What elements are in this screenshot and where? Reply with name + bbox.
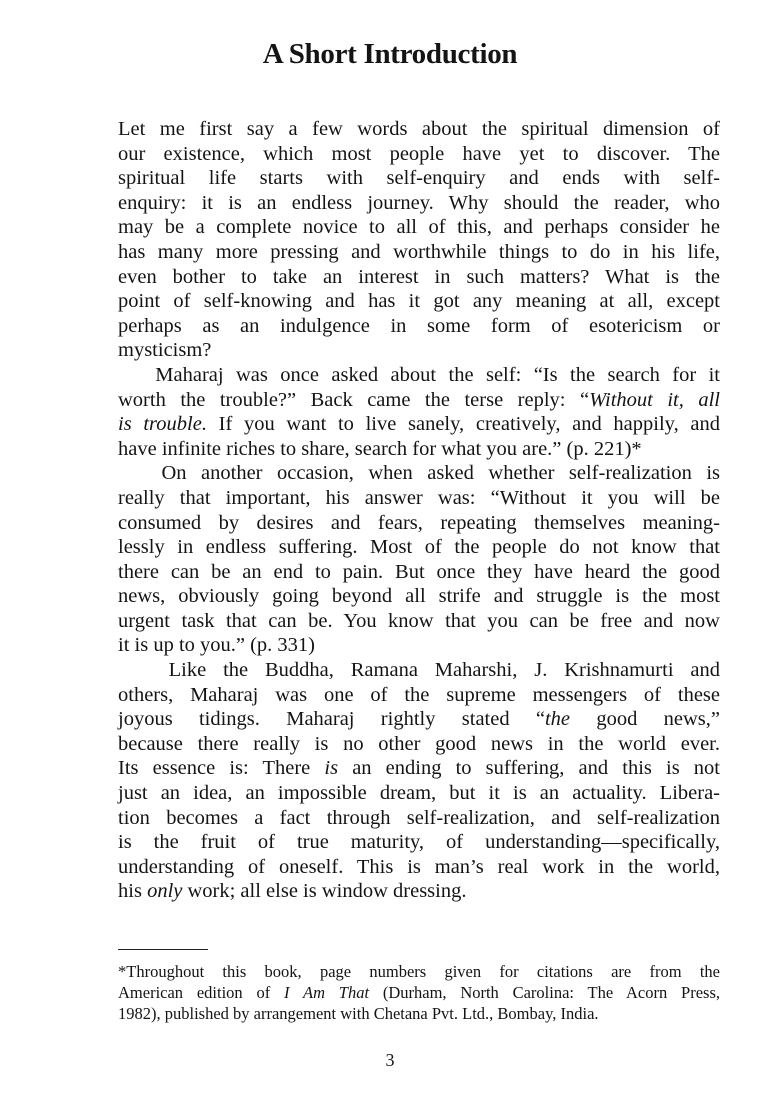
- text-line: news, obviously going beyond all strife and struggle is the most: [118, 585, 720, 608]
- text-line: mysticism?: [118, 339, 212, 362]
- italic-text: Without it, all: [589, 388, 720, 411]
- text-line: because there really is no other good news in the world ever.: [118, 732, 720, 755]
- text-line: [118, 879, 720, 904]
- italic-text: the: [544, 708, 571, 731]
- italic-text: I Am That: [284, 982, 370, 1002]
- text-line: even bother to take an interest in such matters? What is the: [118, 265, 720, 288]
- text-segment: an ending to suffering, and this is not: [338, 757, 720, 780]
- text-line: [118, 756, 720, 781]
- text-line: spiritual life starts with self-enquiry and ends with self-: [118, 167, 720, 190]
- footnote-line: 1982), published by arrangement with Chetana Pvt. Ltd., Bombay, India.: [118, 1003, 599, 1023]
- text-line: may be a complete novice to all of this, and perhaps consider he: [118, 216, 720, 239]
- text-line: On another occasion, when asked whether self-realization is: [118, 462, 720, 485]
- text-line: point of self-knowing and has it got any meaning at all, except: [118, 290, 720, 313]
- text-line: Maharaj was once asked about the self: “Is the search for it: [118, 363, 720, 386]
- text-segment: Its essence is: There: [118, 757, 325, 780]
- text-line: tion becomes a fact through self-realization, and self-realization: [118, 806, 720, 829]
- text-segment: his: [118, 880, 148, 903]
- paragraph: [118, 117, 720, 363]
- text-line: consumed by desires and fears, repeating themselves meaning-: [118, 511, 720, 534]
- text-segment: American edition of: [118, 982, 284, 1002]
- text-line: it is up to you.” (p. 331): [118, 634, 316, 657]
- text-line: has many more pressing and worthwhile things to do in his life,: [118, 240, 720, 263]
- text-line: understanding of oneself. This is man’s real work in the world,: [118, 855, 720, 878]
- text-line: Let me first say a few words about the spiritual dimension of: [118, 118, 720, 140]
- italic-text: is: [324, 757, 339, 780]
- italic-text: only: [147, 880, 183, 903]
- footnote-line: [118, 983, 720, 1004]
- text-line: there can be an end to pain. But once they have heard the good: [118, 560, 720, 583]
- page-title: A Short Introduction: [262, 38, 518, 70]
- text-segment: (Durham, North Carolina: The Acorn Press,: [369, 982, 721, 1002]
- footnote-divider: [118, 949, 208, 950]
- text-line: is the fruit of true maturity, of understanding—specifically,: [118, 831, 720, 854]
- text-line: really that important, his answer was: “Without it you will be: [118, 486, 720, 509]
- text-line: lessly in endless suffering. Most of the people do not know that: [118, 536, 720, 559]
- text-segment: worth the trouble?” Back came the terse reply: “: [118, 388, 590, 411]
- page-number: 3: [385, 1050, 395, 1070]
- text-segment: work; all else is window dressing.: [182, 880, 467, 903]
- text-line: urgent task that can be. You know that you can be free and now: [118, 609, 720, 632]
- text-segment: If you want to live sanely, creatively, and happily, and: [206, 413, 721, 436]
- text-line: just an idea, an impossible dream, but it is an actuality. Libera-: [118, 782, 720, 805]
- footnote-line: *Throughout this book, page numbers given for citations are from the: [118, 962, 720, 981]
- text-segment: joyous tidings. Maharaj rightly stated “: [118, 708, 545, 731]
- text-line: [118, 707, 720, 732]
- paragraph: [118, 658, 720, 904]
- italic-text: is trouble.: [118, 413, 207, 436]
- paragraph: [118, 363, 720, 461]
- text-line: have infinite riches to share, search for what you are.” (p. 221)*: [118, 437, 642, 460]
- footnote: [118, 962, 720, 1024]
- text-line: our existence, which most people have yet to discover. The: [118, 142, 720, 165]
- text-line: perhaps as an indulgence in some form of esotericism or: [118, 314, 720, 337]
- text-segment: good news,”: [570, 708, 720, 731]
- text-line: [118, 388, 720, 413]
- paragraph: [118, 461, 720, 658]
- text-line: enquiry: it is an endless journey. Why should the reader, who: [118, 191, 720, 214]
- text-line: [118, 412, 720, 437]
- text-line: Like the Buddha, Ramana Maharshi, J. Krishnamurti and: [118, 659, 720, 682]
- text-line: others, Maharaj was one of the supreme messengers of these: [118, 683, 720, 706]
- body-text: [118, 117, 720, 904]
